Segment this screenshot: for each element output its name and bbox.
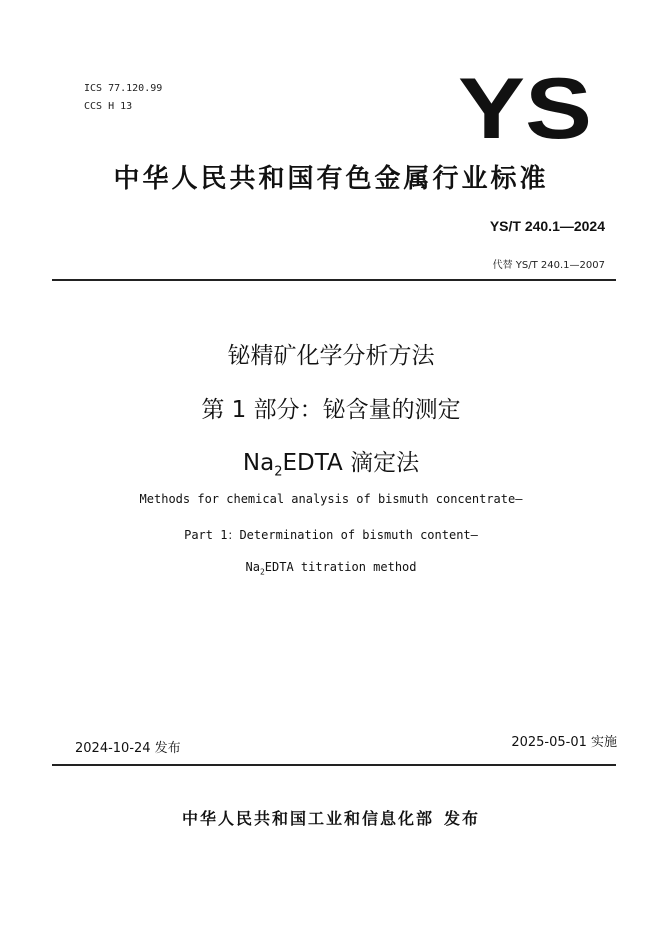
title-en-line3 bbox=[0, 560, 662, 576]
title-cn-line3-suffix: EDTA 滴定法 bbox=[282, 450, 420, 476]
replaces-standard: 代替 YS/T 240.1—2007 bbox=[492, 260, 605, 271]
title-cn-line2: 第 1 部分：铋含量的测定 bbox=[201, 397, 461, 423]
title-en-line1: Methods for chemical analysis of bismuth concentrate— bbox=[139, 492, 523, 506]
publisher-name: 中华人民共和国工业和信息化部 bbox=[181, 809, 434, 828]
publisher bbox=[0, 806, 662, 829]
implement-date: 2025-05-01 实施 bbox=[511, 735, 617, 750]
ys-logo bbox=[455, 72, 595, 144]
title-en-line3-prefix: Na bbox=[245, 560, 260, 574]
bottom-divider bbox=[52, 764, 616, 766]
title-en-line2: Part 1：Determination of bismuth content— bbox=[184, 528, 478, 542]
top-divider bbox=[52, 279, 616, 281]
title-cn-line3-prefix: Na bbox=[242, 450, 275, 476]
title-en-line3-suffix: EDTA titration method bbox=[264, 560, 417, 574]
standard-category-title: 中华人民共和国有色金属行业标准 bbox=[113, 164, 549, 194]
ics-code: ICS 77.120.99 bbox=[84, 83, 163, 94]
standard-number: YS/T 240.1—2024 bbox=[489, 218, 605, 234]
classification-codes bbox=[84, 80, 162, 116]
title-cn-line1: 铋精矿化学分析方法 bbox=[227, 343, 435, 369]
ccs-code: CCS H 13 bbox=[84, 101, 133, 112]
title-cn-line3-subscript: 2 bbox=[274, 464, 283, 480]
title-cn-line3 bbox=[0, 444, 662, 480]
publisher-action: 发布 bbox=[444, 809, 481, 828]
ys-logo-text: YS bbox=[458, 72, 592, 144]
issue-date: 2024-10-24 发布 bbox=[75, 741, 181, 756]
title-en-line3-subscript: 2 bbox=[259, 567, 265, 577]
